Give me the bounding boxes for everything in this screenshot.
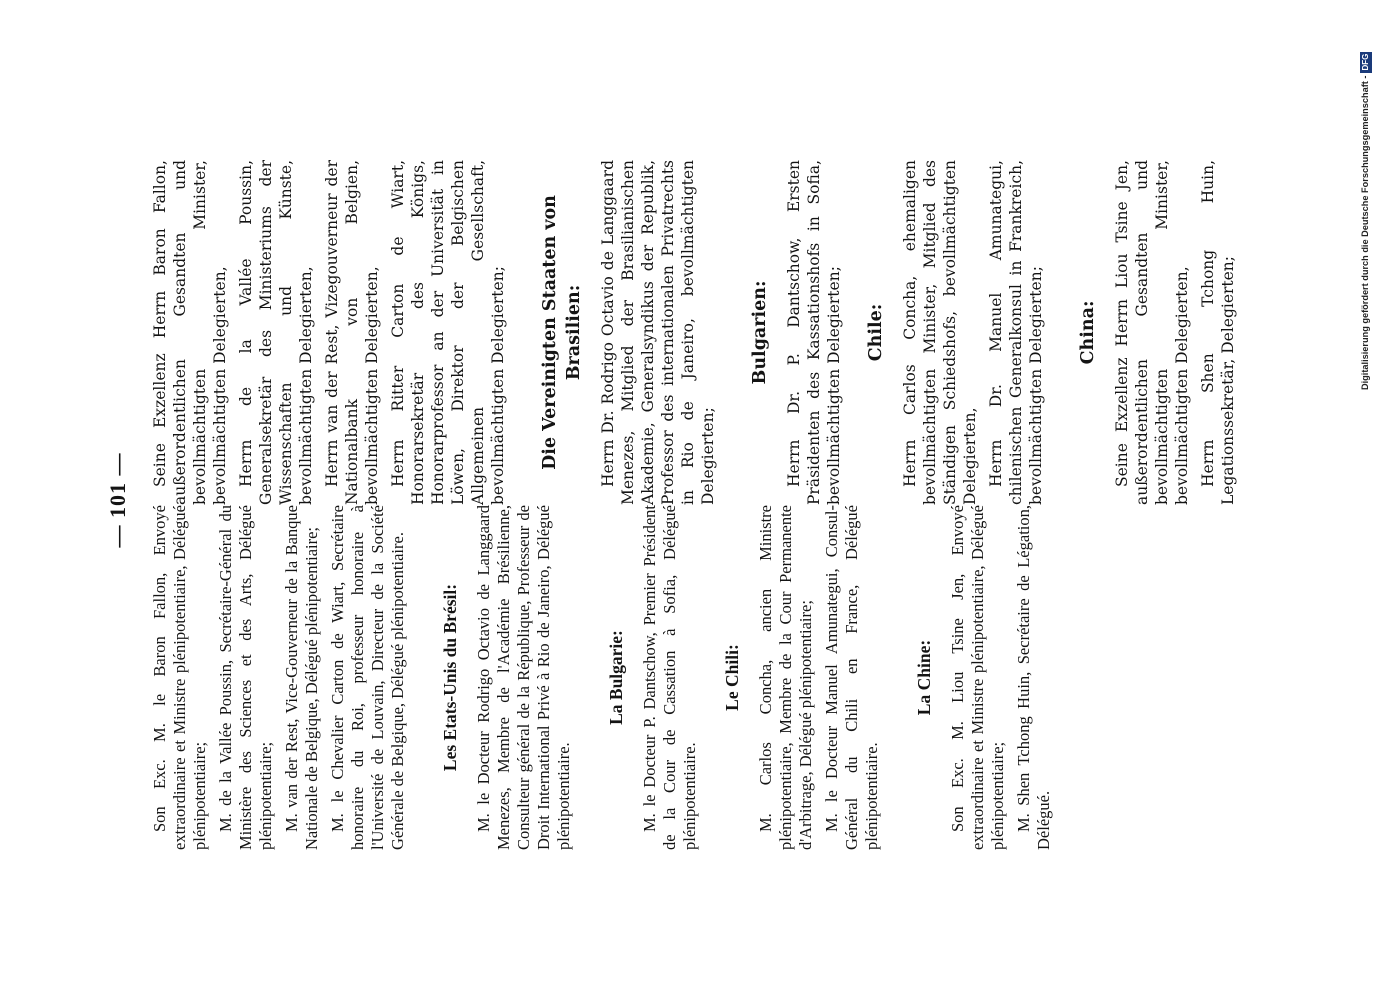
de-china-paragraph-2: Herrn Shen Tchong Huin, Legationssekretär, Delegierten; bbox=[1199, 160, 1237, 505]
de-china-heading: China: bbox=[1078, 300, 1098, 365]
de-belgium-paragraph-3: Herrn van der Rest, Vizegouverneur der Nationalbank von Belgien, bevollmächtigten Delegierten, bbox=[323, 160, 381, 505]
de-bulgaria-heading: Bulgarien: bbox=[750, 280, 770, 385]
fr-belgium-paragraph-1: Son Exc. M. le Baron Fallon, Envoyé extraordinaire et Ministre plénipotentiaire, Délégué plénipotentiaire; bbox=[150, 505, 209, 850]
fr-belgium-paragraph-3: M. van der Rest, Vice-Gouverneur de la Banque Nationale de Belgique, Délégué plénipotentiaire; bbox=[282, 505, 321, 850]
digitization-note bbox=[1355, 8, 1375, 390]
de-brazil-paragraph-1: Herrn Dr. Rodrigo Octavio de Langgaard Menezes, Mitglied der Brasilianischen Akademie, Generalsyndikus der Republik, Professor des internationalen Privatrechts in Rio de Janeiro, bevollmächtigten Delegierten; bbox=[599, 160, 717, 505]
de-china-paragraph-1: Seine Exzellenz Herrn Liou Tsine Jen, außerordentlichen Gesandten und bevollmächtigten Minister, bevollmächtigten Delegierten, bbox=[1113, 160, 1191, 505]
fr-belgium-paragraph-4: M. le Chevalier Carton de Wiart, Secrétaire honoraire du Roi, professeur honoraire à l'Université de Louvain, Directeur de la Société Générale de Belgique, Délégué plénipotentiaire. bbox=[328, 505, 407, 850]
dfg-logo-icon: DFG bbox=[1360, 53, 1370, 71]
fr-chile-paragraph-1: M. Carlos Concha, ancien Ministre plénipotentiaire, Membre de la Cour Permanente d'Arbitrage, Délégué plénipotentiaire; bbox=[756, 505, 815, 850]
fr-brazil-heading: Les Etats-Unis du Brésil: bbox=[440, 583, 460, 772]
fr-chile-paragraph-2: M. le Docteur Manuel Amunategui, Consul-Général du Chili en France, Délégué plénipotentiaire. bbox=[822, 505, 881, 850]
fr-china-paragraph-1: Son Exc. M. Liou Tsine Jen, Envoyé extraordinaire et Ministre plénipotentiaire, Délégué plénipotentiaire; bbox=[948, 505, 1007, 850]
page-number: — 101 — bbox=[105, 452, 130, 548]
de-chile-heading: Chile: bbox=[866, 303, 886, 362]
de-bulgaria-paragraph-1: Herrn Dr. P. Dantschow, Ersten Präsidenten des Kassationshofs in Sofia, bevollmächtigten Delegierten; bbox=[785, 160, 843, 505]
french-column bbox=[150, 505, 1054, 850]
de-belgium-paragraph-2: Herrn de la Vallée Poussin, Generalsekretär des Ministeriums der Wissenschaften und Künste, bevollmächtigten Delegierten, bbox=[237, 160, 315, 505]
de-chile-paragraph-1: Herrn Carlos Concha, ehemaligen bevollmächtigten Minister, Mitglied des Ständigen Schiedshofs, bevollmächtigten Delegierten, bbox=[901, 160, 979, 505]
de-belgium-paragraph-4: Herrn Ritter Carton de Wiart, Honorarsekretär des Königs, Honorarprofessor an der Universität in Löwen, Direktor der Belgischen Allgemeinen Gesellschaft, bevollmächtigten Delegierten; bbox=[389, 160, 507, 505]
german-column bbox=[150, 160, 1238, 505]
fr-chile-heading: Le Chili: bbox=[722, 644, 742, 711]
de-chile-paragraph-2: Herrn Dr. Manuel Amunategui, chilenischen Generalkonsul in Frankreich, bevollmächtigten Delegierten; bbox=[987, 160, 1045, 505]
de-belgium-paragraph-1: Seine Exzellenz Herrn Baron Fallon, außerordentlichen Gesandten und bevollmächtigten Minister, bevollmächtigten Delegierten, bbox=[151, 160, 229, 505]
fr-belgium-paragraph-2: M. de la Vallée Poussin, Secrétaire-Général du Ministère des Sciences et des Arts, Délégué plénipotentiaire; bbox=[216, 505, 275, 850]
fr-bulgaria-heading: La Bulgarie: bbox=[606, 630, 626, 725]
fr-china-paragraph-2: M. Shen Tchong Huin, Secrétaire de Légation, Délégué. bbox=[1014, 505, 1053, 850]
digitization-note-text: Digitalisierung gefördert durch die Deutsche Forschungsgemeinschaft - bbox=[1360, 75, 1370, 390]
fr-bulgaria-paragraph-1: M. le Docteur P. Dantschow, Premier Président de la Cour de Cassation à Sofia, Délégué plénipotentiaire. bbox=[640, 505, 699, 850]
de-brazil-heading: Die Vereinigten Staaten von Brasilien: bbox=[540, 195, 584, 470]
fr-china-heading: La Chine: bbox=[914, 639, 934, 716]
fr-brazil-paragraph-1: M. le Docteur Rodrigo Octavio de Langgaard Menezes, Membre de l'Académie Brésilienne, Consulteur général de la République, Professeur de Droit International Privé à Rio de Janeiro, Délégué plénipotentiaire. bbox=[474, 505, 573, 850]
